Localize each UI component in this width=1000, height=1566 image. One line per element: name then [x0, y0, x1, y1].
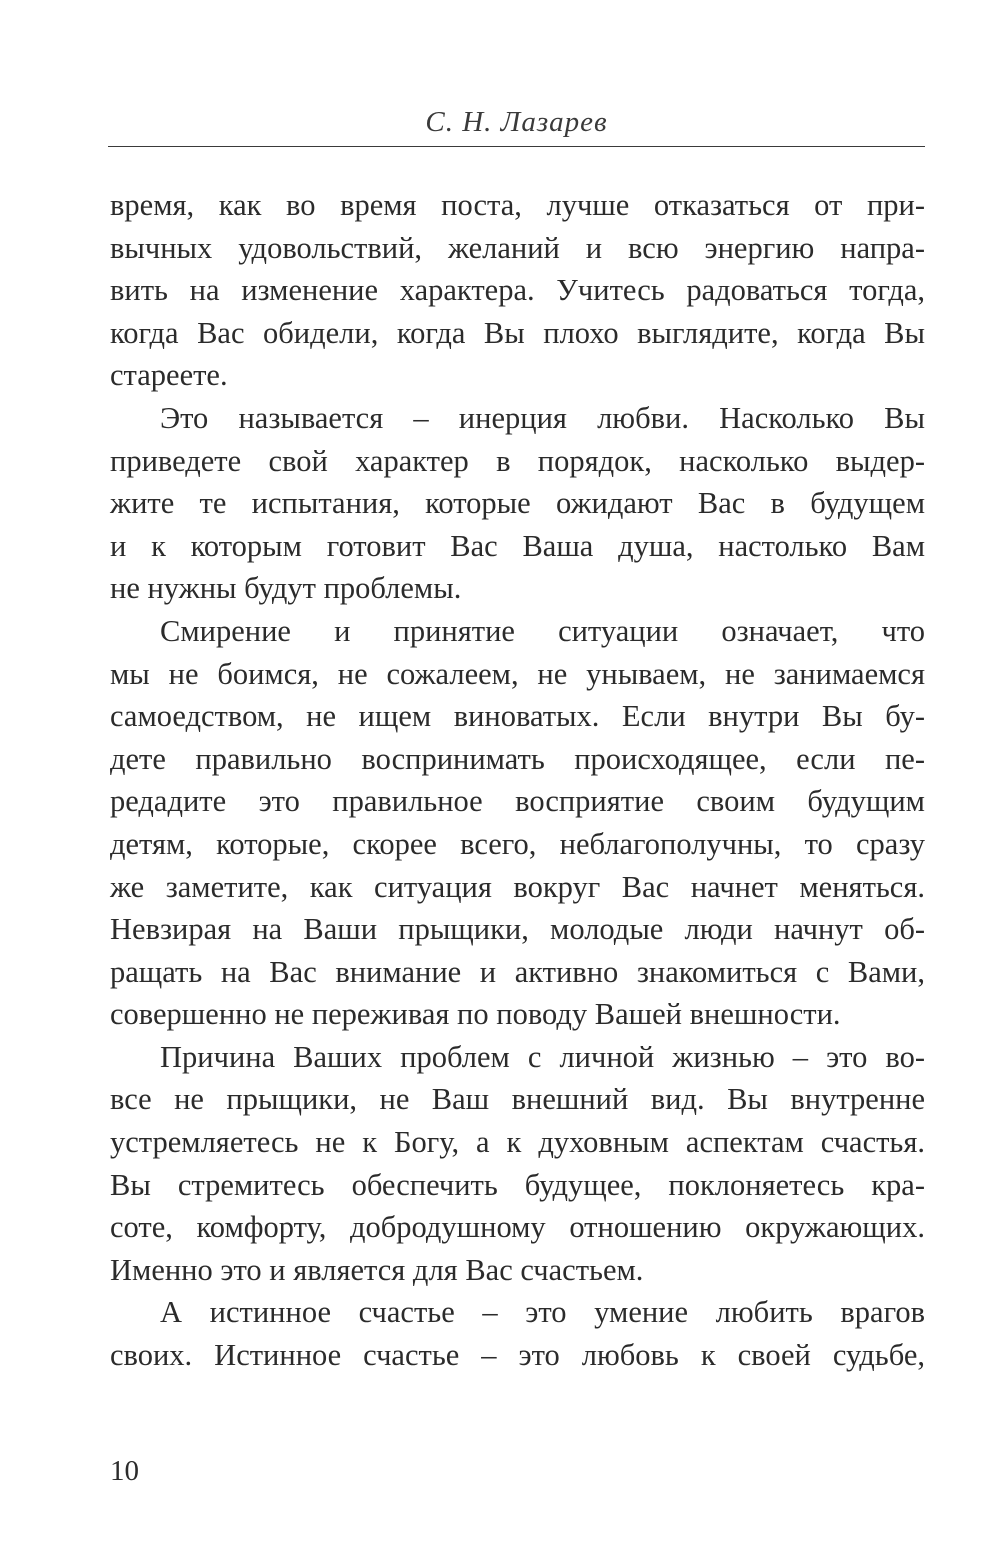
text-line: же заметите, как ситуация вокруг Вас начнет меняться.	[110, 869, 925, 904]
text-line: Это называется – инерция любви. Насколько Вы	[160, 400, 925, 435]
text-line: когда Вас обидели, когда Вы плохо выглядите, когда Вы	[110, 315, 925, 350]
text-line: Причина Ваших проблем с личной жизнью – это во-	[160, 1039, 925, 1074]
running-head-author: С. Н. Лазарев	[425, 106, 608, 138]
page-number: 10	[110, 1455, 139, 1487]
text-line: и к которым готовит Вас Ваша душа, настолько Вам	[110, 528, 925, 563]
text-line: приведете свой характер в порядок, насколько выдер-	[110, 443, 925, 478]
text-line: дете правильно воспринимать происходящее, если пе-	[110, 741, 925, 776]
text-line: соте, комфорту, добродушному отношению окружающих.	[110, 1210, 925, 1245]
text-line: вычных удовольствий, желаний и всю энергию напра-	[110, 230, 925, 265]
page-body	[110, 184, 925, 1377]
header-rule	[108, 146, 925, 147]
text-line: совершенно не переживая по поводу Вашей внешности.	[110, 997, 841, 1032]
text-line: редадите это правильное восприятие своим будущим	[110, 784, 925, 819]
text-line: жите те испытания, которые ожидают Вас в будущем	[110, 486, 925, 521]
text-line: ращать на Вас внимание и активно знакомиться с Вами,	[110, 954, 925, 989]
text-line: Смирение и принятие ситуации означает, что	[160, 613, 925, 648]
text-line: время, как во время поста, лучше отказаться от при-	[110, 188, 925, 222]
text-line: А истинное счастье – это умение любить врагов	[160, 1295, 925, 1330]
text-line: своих. Истинное счастье – это любовь к своей судьбе,	[110, 1338, 925, 1373]
text-line: Именно это и является для Вас счастьем.	[110, 1252, 644, 1287]
text-line: не нужны будут проблемы.	[110, 571, 462, 606]
text-line: детям, которые, скорее всего, неблагополучны, то сразу	[110, 826, 925, 861]
text-line: мы не боимся, не сожалеем, не унываем, не занимаемся	[110, 656, 925, 691]
text-line: стареете.	[110, 358, 228, 393]
text-line: вить на изменение характера. Учитесь радоваться тогда,	[110, 273, 925, 308]
text-line: самоедством, не ищем виноватых. Если внутри Вы бу-	[110, 699, 925, 734]
text-line: Невзирая на Ваши прыщики, молодые люди начнут об-	[110, 912, 925, 947]
text-line: все не прыщики, не Ваш внешний вид. Вы внутренне	[110, 1082, 925, 1117]
text-line: Вы стремитесь обеспечить будущее, поклоняетесь кра-	[110, 1167, 925, 1202]
text-line: устремляетесь не к Богу, а к духовным аспектам счастья.	[110, 1125, 925, 1160]
